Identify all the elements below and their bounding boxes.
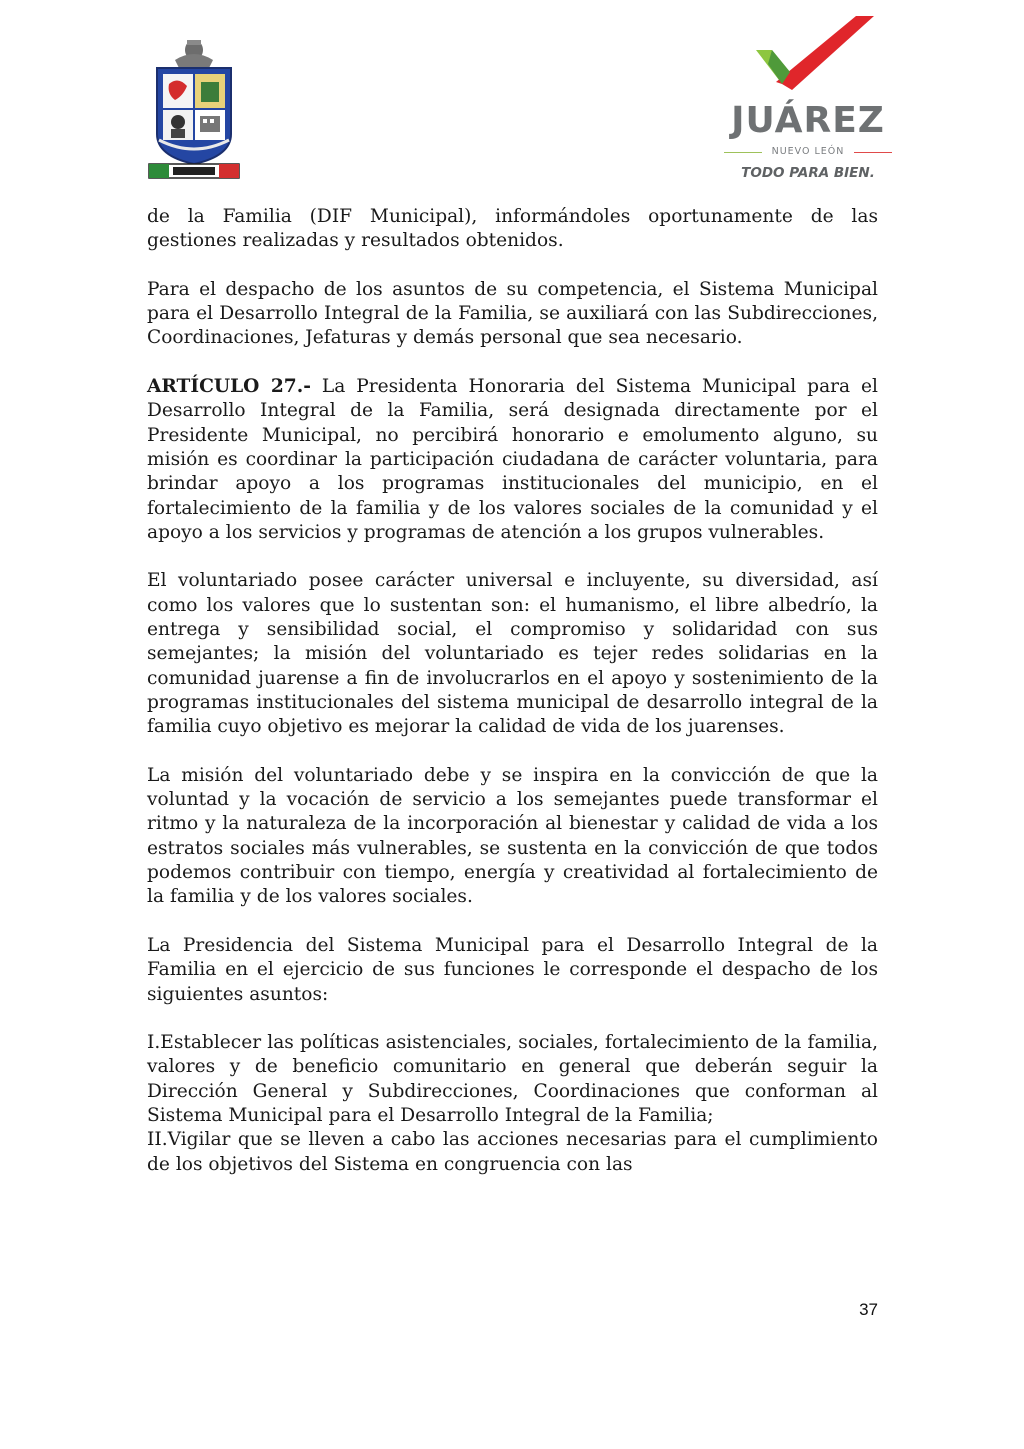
logo-title: JUÁREZ xyxy=(731,100,885,141)
check-mark-icon xyxy=(716,14,900,98)
article-label: ARTÍCULO 27.- xyxy=(147,376,311,398)
paragraph-2: Para el despacho de los asuntos de su competencia, el Sistema Municipal para el Desarrollo Integral de la Familia, se auxiliará con las Subdirecciones, Coordinaciones, Jefaturas y demás personal que sea necesario. xyxy=(147,278,878,349)
logo-slogan: TODO PARA BIEN. xyxy=(741,165,875,181)
paragraph-article-27 xyxy=(147,375,878,545)
article-text: La Presidenta Honoraria del Sistema Municipal para el Desarrollo Integral de la Familia, será designada directamente por el Presidente Municipal, no percibirá honorario e emolumento alguno, su misión es coordinar la participación ciudadana de carácter voluntaria, para brindar apoyo a los programas institucionales del municipio, en el fortalecimiento de la familia y de los valores sociales de la comunidad y el apoyo a los servicios y programas de atención a los grupos vulnerables. xyxy=(147,376,878,543)
paragraph-6: La Presidencia del Sistema Municipal para el Desarrollo Integral de la Familia en el ejercicio de sus funciones le corresponde el despacho de los siguientes asuntos: xyxy=(147,934,878,1005)
list-item-2: II.Vigilar que se lleven a cabo las acciones necesarias para el cumplimiento de los objetivos del Sistema en congruencia con las xyxy=(147,1129,878,1175)
logo-subtitle: NUEVO LEÓN xyxy=(771,146,845,157)
paragraph-5: La misión del voluntariado debe y se inspira en la convicción de que la voluntad y la vocación de servicio a los semejantes puede transformar el ritmo y la naturaleza de la incorporación al bienestar y calidad de vida a los estratos sociales más vulnerables, se sustenta en la convicción de que todos podemos contribuir con tiempo, energía y creatividad al fortalecimiento de la familia y de los valores sociales. xyxy=(147,764,878,908)
document-body xyxy=(147,205,878,1177)
list-item-1: I.Establecer las políticas asistenciales, sociales, fortalecimiento de la familia, valores y de beneficio comunitario en general que deberán seguir la Dirección General y Subdirecciones, Coordinaciones que conforman al Sistema Municipal para el Desarrollo Integral de la Familia; xyxy=(147,1032,878,1126)
paragraph-1: de la Familia (DIF Municipal), informándoles oportunamente de las gestiones realizadas y resultados obtenidos. xyxy=(147,206,878,252)
page-number: 37 xyxy=(859,1300,878,1319)
logo-divider-right xyxy=(854,152,892,153)
juarez-brand-logo xyxy=(716,14,900,181)
paragraph-4: El voluntariado posee carácter universal e incluyente, su diversidad, así como los valores que lo sustentan son: el humanismo, el libre albedrío, la entrega y sensibilidad social, el compromiso y solidaridad con sus semejantes; la misión del voluntariado es tejer redes solidarias en la comunidad juarense a fin de involucrarlos en el apoyo y sostenimiento de la programas institucionales del sistema municipal de desarrollo integral de la familia cuyo objetivo es mejorar la calidad de vida de los juarenses. xyxy=(147,570,878,738)
municipal-crest-logo xyxy=(145,36,243,184)
